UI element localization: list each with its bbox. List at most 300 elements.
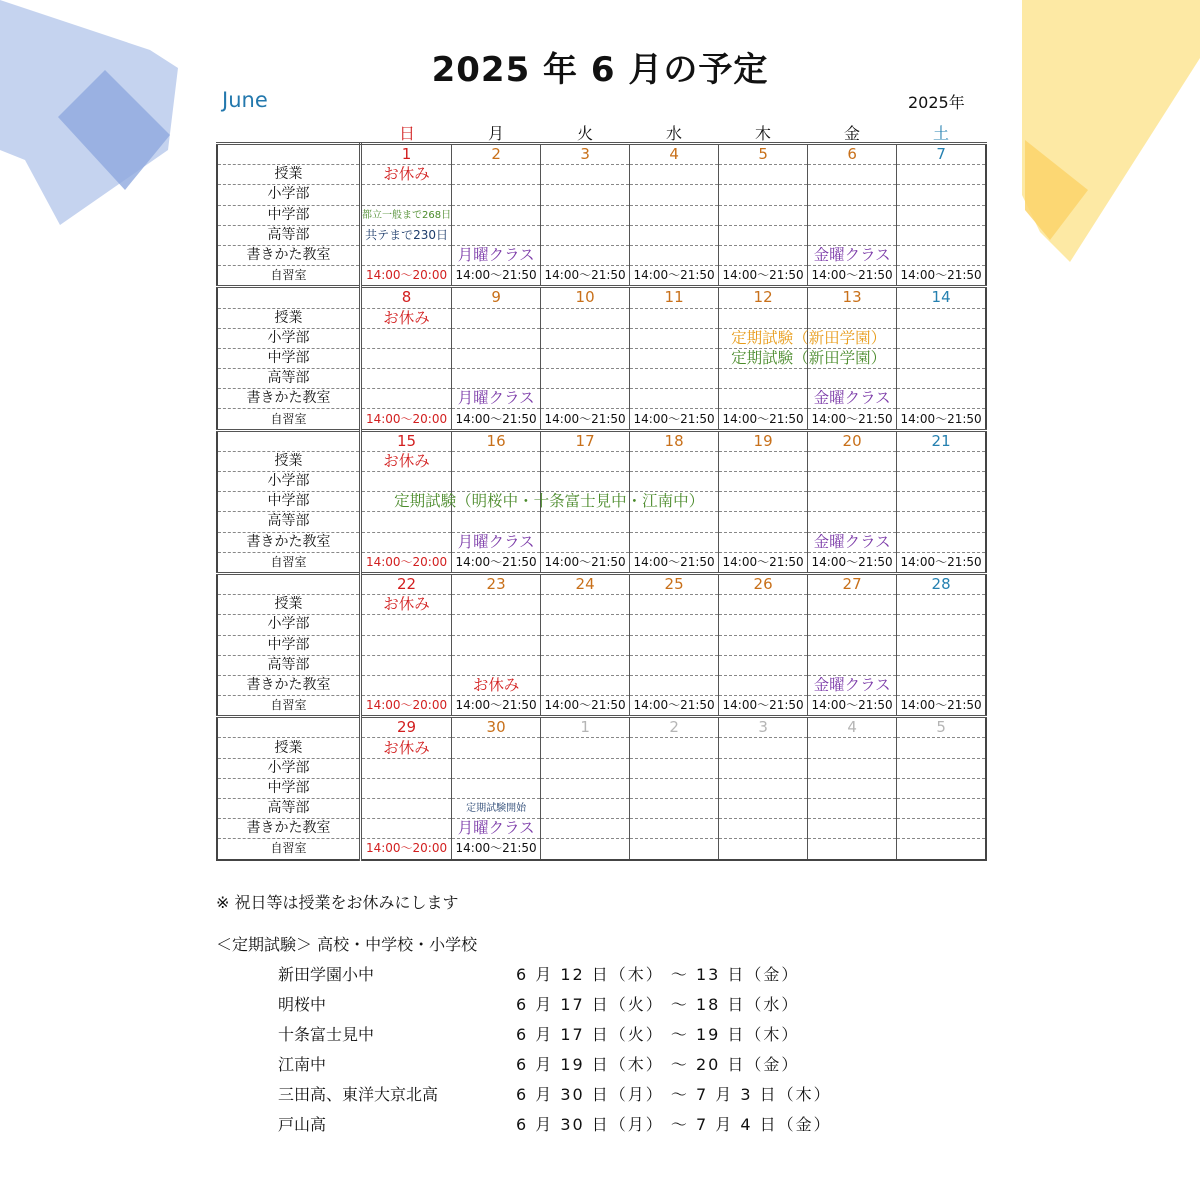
day-number: 19 — [719, 430, 808, 451]
row-label-writing: 書きかた教室 — [217, 245, 361, 265]
cell-study: 14:00～21:50 — [452, 552, 541, 573]
cell-lesson — [630, 595, 719, 615]
row-label-middle: 中学部 — [217, 205, 361, 225]
cell-writing — [897, 245, 987, 265]
row-label-lesson: 授業 — [217, 595, 361, 615]
cell-middle — [452, 635, 541, 655]
cell-high — [452, 225, 541, 245]
exam-dates: 6 月 30 日（月） ～ 7 月 4 日（金） — [516, 1115, 832, 1134]
exam-span-wrap — [719, 328, 887, 348]
cell-lesson — [630, 308, 719, 328]
cell-study: 14:00～21:50 — [808, 552, 897, 573]
row-middle — [217, 492, 986, 512]
cell-middle-span — [719, 348, 887, 368]
day-number: 2 — [630, 717, 719, 738]
cell-study: 14:00～21:50 — [808, 266, 897, 287]
row-label-blank — [217, 144, 361, 165]
row-lesson — [217, 738, 986, 758]
row-lesson — [217, 308, 986, 328]
cell-study — [630, 839, 719, 860]
day-number: 16 — [452, 430, 541, 451]
cell-middle — [541, 778, 630, 798]
cell-lesson — [897, 738, 987, 758]
day-number: 4 — [630, 144, 719, 165]
day-number: 29 — [361, 717, 452, 738]
cell-study: 14:00～21:50 — [452, 839, 541, 860]
row-label-middle: 中学部 — [217, 492, 361, 512]
cell-lesson — [897, 165, 987, 185]
cell-lesson — [808, 595, 897, 615]
cell-elementary — [630, 472, 719, 492]
cell-elementary — [630, 615, 719, 635]
row-label-blank — [217, 287, 361, 308]
cell-lesson — [630, 738, 719, 758]
day-number: 26 — [719, 573, 808, 594]
cell-middle — [897, 778, 987, 798]
row-label-lesson: 授業 — [217, 451, 361, 471]
cell-elementary — [808, 758, 897, 778]
cell-study: 14:00～21:50 — [630, 266, 719, 287]
day-number: 5 — [897, 717, 987, 738]
year-label: 2025年 — [908, 93, 965, 112]
cell-middle — [452, 205, 541, 225]
cell-writing: 月曜クラス — [452, 819, 541, 839]
cell-high — [630, 799, 719, 819]
cell-study: 14:00～21:50 — [541, 266, 630, 287]
cell-study: 14:00～21:50 — [719, 552, 808, 573]
row-middle — [217, 778, 986, 798]
cell-middle — [719, 205, 808, 225]
cell-writing — [719, 389, 808, 409]
cell-study: 14:00～21:50 — [541, 552, 630, 573]
cell-study: 14:00～21:50 — [897, 266, 987, 287]
cell-elementary — [630, 758, 719, 778]
cell-elementary — [897, 185, 987, 205]
day-number: 12 — [719, 287, 808, 308]
cell-writing: お休み — [452, 675, 541, 695]
row-high — [217, 225, 986, 245]
row-label-elementary: 小学部 — [217, 328, 361, 348]
cell-lesson — [719, 308, 808, 328]
cell-high — [361, 512, 452, 532]
cell-high — [630, 369, 719, 389]
cell-high — [719, 369, 808, 389]
exam-row — [278, 1112, 978, 1142]
cell-writing — [897, 389, 987, 409]
cell-writing: 金曜クラス — [808, 675, 897, 695]
cell-writing: 月曜クラス — [452, 389, 541, 409]
cell-high — [452, 512, 541, 532]
week-day-numbers — [217, 573, 986, 594]
row-writing — [217, 532, 986, 552]
row-label-lesson: 授業 — [217, 165, 361, 185]
cell-elementary — [897, 472, 987, 492]
week-day-numbers — [217, 287, 986, 308]
cell-study: 14:00～20:00 — [361, 696, 452, 717]
cell-lesson — [452, 451, 541, 471]
exam-span-wrap — [394, 492, 705, 511]
row-study — [217, 409, 986, 430]
row-study — [217, 696, 986, 717]
day-number: 1 — [541, 717, 630, 738]
day-number: 30 — [452, 717, 541, 738]
row-label-high: 高等部 — [217, 799, 361, 819]
yellow-shape-large — [1022, 0, 1200, 262]
cell-lesson — [541, 308, 630, 328]
cell-high — [361, 369, 452, 389]
row-middle — [217, 205, 986, 225]
cell-lesson — [630, 451, 719, 471]
week-day-numbers — [217, 430, 986, 451]
row-label-writing: 書きかた教室 — [217, 675, 361, 695]
cell-elementary — [452, 185, 541, 205]
row-label-middle: 中学部 — [217, 635, 361, 655]
row-elementary — [217, 328, 986, 348]
cell-high — [897, 369, 987, 389]
cell-middle — [808, 635, 897, 655]
row-middle — [217, 348, 986, 368]
cell-high — [630, 512, 719, 532]
row-label-study: 自習室 — [217, 266, 361, 287]
cell-middle — [719, 492, 808, 512]
cell-elementary — [719, 185, 808, 205]
cell-high — [630, 225, 719, 245]
cell-elementary — [361, 758, 452, 778]
day-number: 24 — [541, 573, 630, 594]
cell-study: 14:00～21:50 — [719, 266, 808, 287]
row-label-high: 高等部 — [217, 655, 361, 675]
day-number: 27 — [808, 573, 897, 594]
day-number: 3 — [541, 144, 630, 165]
cell-middle — [897, 492, 987, 512]
cell-lesson — [452, 595, 541, 615]
day-number: 18 — [630, 430, 719, 451]
day-number: 11 — [630, 287, 719, 308]
cell-middle — [361, 635, 452, 655]
day-number: 28 — [897, 573, 987, 594]
holiday-note: ※ 祝日等は授業をお休みにします — [216, 893, 459, 912]
row-writing — [217, 245, 986, 265]
day-number: 20 — [808, 430, 897, 451]
cell-elementary — [541, 615, 630, 635]
day-number: 3 — [719, 717, 808, 738]
day-number: 1 — [361, 144, 452, 165]
exam-dates: 6 月 19 日（木） ～ 20 日（金） — [516, 1055, 800, 1074]
cell-lesson — [719, 595, 808, 615]
cell-study: 14:00～21:50 — [452, 409, 541, 430]
exam-period-label: 定期試験（新田学園） — [731, 348, 887, 367]
row-label-elementary: 小学部 — [217, 615, 361, 635]
cell-writing — [630, 819, 719, 839]
cell-study — [897, 839, 987, 860]
cell-lesson — [719, 165, 808, 185]
cell-lesson — [719, 738, 808, 758]
cell-lesson — [808, 738, 897, 758]
row-elementary — [217, 472, 986, 492]
weekday-header — [218, 121, 984, 143]
exam-dates: 6 月 12 日（木） ～ 13 日（金） — [516, 965, 800, 984]
row-elementary — [217, 758, 986, 778]
exam-school: 十条富士見中 — [278, 1025, 375, 1044]
month-name: June — [222, 88, 268, 112]
row-writing — [217, 819, 986, 839]
week-day-numbers — [217, 717, 986, 738]
cell-high — [897, 225, 987, 245]
cell-lesson — [452, 738, 541, 758]
day-number: 23 — [452, 573, 541, 594]
cell-elementary — [541, 328, 630, 348]
day-number: 17 — [541, 430, 630, 451]
cell-lesson — [452, 308, 541, 328]
blue-shape-large — [0, 0, 178, 225]
day-number: 22 — [361, 573, 452, 594]
page-title: 2025 年 6 月の予定 — [431, 50, 769, 90]
cell-study: 14:00～20:00 — [361, 266, 452, 287]
cell-middle — [361, 348, 452, 368]
row-label-lesson: 授業 — [217, 308, 361, 328]
cell-lesson — [541, 595, 630, 615]
cell-writing — [361, 675, 452, 695]
cell-writing — [719, 245, 808, 265]
cell-middle — [719, 635, 808, 655]
row-label-high: 高等部 — [217, 369, 361, 389]
day-number: 7 — [897, 144, 987, 165]
cell-elementary — [719, 758, 808, 778]
row-study — [217, 839, 986, 860]
cell-study: 14:00～21:50 — [541, 696, 630, 717]
row-writing — [217, 675, 986, 695]
cell-study: 14:00～20:00 — [361, 552, 452, 573]
cell-writing — [897, 532, 987, 552]
cell-high — [630, 655, 719, 675]
cell-writing — [719, 532, 808, 552]
cell-writing — [897, 675, 987, 695]
cell-writing — [541, 675, 630, 695]
cell-study: 14:00～21:50 — [630, 409, 719, 430]
cell-lesson — [452, 165, 541, 185]
cell-middle — [452, 348, 541, 368]
row-label-study: 自習室 — [217, 552, 361, 573]
cell-high — [808, 655, 897, 675]
row-label-elementary: 小学部 — [217, 758, 361, 778]
cell-high — [897, 655, 987, 675]
exam-dates: 6 月 17 日（火） ～ 18 日（水） — [516, 995, 800, 1014]
row-label-blank — [217, 717, 361, 738]
row-lesson — [217, 595, 986, 615]
cell-lesson — [808, 451, 897, 471]
cell-high — [808, 225, 897, 245]
cell-lesson — [541, 451, 630, 471]
cell-study — [541, 839, 630, 860]
exam-school: 三田高、東洋大京北高 — [278, 1085, 439, 1104]
exam-row — [278, 1052, 978, 1082]
cell-middle — [541, 205, 630, 225]
cell-high — [719, 225, 808, 245]
cell-middle — [897, 348, 987, 368]
cell-study: 14:00～20:00 — [361, 839, 452, 860]
cell-elementary — [808, 615, 897, 635]
cell-high — [719, 655, 808, 675]
cell-high — [541, 655, 630, 675]
row-study — [217, 266, 986, 287]
cell-elementary — [808, 472, 897, 492]
cell-study: 14:00～21:50 — [897, 552, 987, 573]
cell-middle — [808, 778, 897, 798]
weekday-sun: 日 — [398, 124, 415, 143]
day-number: 4 — [808, 717, 897, 738]
cell-lesson — [897, 451, 987, 471]
cell-high — [541, 225, 630, 245]
row-high — [217, 799, 986, 819]
exam-span-wrap — [719, 348, 887, 368]
row-label-writing: 書きかた教室 — [217, 532, 361, 552]
cell-middle — [361, 778, 452, 798]
cell-study: 14:00～21:50 — [719, 696, 808, 717]
day-number: 2 — [452, 144, 541, 165]
row-label-middle: 中学部 — [217, 778, 361, 798]
day-number: 14 — [897, 287, 987, 308]
cell-elementary — [541, 185, 630, 205]
cell-elementary — [630, 185, 719, 205]
cell-writing — [808, 819, 897, 839]
cell-writing: 金曜クラス — [808, 532, 897, 552]
cell-high — [808, 799, 897, 819]
cell-writing — [719, 675, 808, 695]
day-number: 25 — [630, 573, 719, 594]
cell-study: 14:00～21:50 — [897, 409, 987, 430]
cell-study: 14:00～21:50 — [630, 552, 719, 573]
exam-row — [278, 1082, 978, 1112]
cell-writing: 月曜クラス — [452, 245, 541, 265]
cell-high — [541, 512, 630, 532]
row-label-study: 自習室 — [217, 696, 361, 717]
cell-elementary — [808, 185, 897, 205]
cell-high — [361, 655, 452, 675]
cell-middle — [630, 348, 719, 368]
yellow-shape-small — [1025, 140, 1088, 240]
cell-high — [897, 799, 987, 819]
row-lesson — [217, 451, 986, 471]
exam-school: 戸山高 — [278, 1115, 327, 1134]
cell-elementary — [897, 615, 987, 635]
day-number: 9 — [452, 287, 541, 308]
row-study — [217, 552, 986, 573]
weekday-tue: 火 — [576, 124, 593, 143]
weekday-thu: 木 — [754, 124, 771, 143]
cell-middle: 都立一般まで268日 — [361, 205, 452, 225]
cell-lesson: お休み — [361, 595, 452, 615]
cell-lesson — [808, 165, 897, 185]
row-high — [217, 655, 986, 675]
exam-list — [278, 962, 978, 1142]
row-label-lesson: 授業 — [217, 738, 361, 758]
exam-school: 明桜中 — [278, 995, 327, 1014]
cell-study: 14:00～20:00 — [361, 409, 452, 430]
cell-lesson — [897, 308, 987, 328]
row-label-high: 高等部 — [217, 512, 361, 532]
calendar-table — [216, 142, 987, 861]
cell-elementary — [630, 328, 719, 348]
cell-writing — [541, 245, 630, 265]
row-writing — [217, 389, 986, 409]
cell-high — [897, 512, 987, 532]
week-day-numbers — [217, 144, 986, 165]
row-label-blank — [217, 430, 361, 451]
cell-study: 14:00～21:50 — [808, 696, 897, 717]
row-lesson — [217, 165, 986, 185]
cell-lesson — [541, 165, 630, 185]
exam-school: 江南中 — [278, 1055, 327, 1074]
cell-high — [452, 655, 541, 675]
cell-writing — [361, 532, 452, 552]
cell-study: 14:00～21:50 — [452, 266, 541, 287]
cell-writing — [541, 389, 630, 409]
cell-writing — [361, 819, 452, 839]
cell-writing — [361, 389, 452, 409]
cell-high: 共テまで230日 — [361, 225, 452, 245]
row-label-middle: 中学部 — [217, 348, 361, 368]
day-number: 10 — [541, 287, 630, 308]
cell-high: 定期試験開始 — [452, 799, 541, 819]
cell-writing — [541, 532, 630, 552]
cell-study: 14:00～21:50 — [808, 409, 897, 430]
row-middle — [217, 635, 986, 655]
cell-writing — [719, 819, 808, 839]
cell-writing — [630, 245, 719, 265]
cell-lesson: お休み — [361, 165, 452, 185]
cell-lesson — [897, 595, 987, 615]
cell-elementary-span — [719, 328, 887, 348]
cell-elementary — [361, 615, 452, 635]
cell-lesson — [630, 165, 719, 185]
cell-writing — [541, 819, 630, 839]
cell-writing: 金曜クラス — [808, 389, 897, 409]
cell-lesson — [808, 308, 897, 328]
cell-writing — [361, 245, 452, 265]
day-number: 13 — [808, 287, 897, 308]
cell-middle — [541, 635, 630, 655]
row-label-elementary: 小学部 — [217, 185, 361, 205]
cell-writing: 月曜クラス — [452, 532, 541, 552]
cell-elementary — [361, 328, 452, 348]
row-label-elementary: 小学部 — [217, 472, 361, 492]
day-number: 6 — [808, 144, 897, 165]
cell-study: 14:00～21:50 — [452, 696, 541, 717]
cell-elementary — [541, 472, 630, 492]
cell-lesson: お休み — [361, 308, 452, 328]
cell-writing — [630, 389, 719, 409]
cell-high — [541, 799, 630, 819]
cell-middle — [630, 205, 719, 225]
cell-elementary — [361, 185, 452, 205]
cell-middle — [630, 635, 719, 655]
cell-writing — [897, 819, 987, 839]
cell-elementary — [541, 758, 630, 778]
cell-study: 14:00～21:50 — [719, 409, 808, 430]
weekday-sat: 土 — [932, 124, 949, 143]
cell-middle — [719, 778, 808, 798]
exam-dates: 6 月 17 日（火） ～ 19 日（木） — [516, 1025, 800, 1044]
cell-high — [541, 369, 630, 389]
exam-period-label: 定期試験（明桜中・十条富士見中・江南中） — [394, 492, 705, 511]
cell-elementary — [719, 472, 808, 492]
row-label-study: 自習室 — [217, 409, 361, 430]
row-label-writing: 書きかた教室 — [217, 819, 361, 839]
exam-period-label: 定期試験（新田学園） — [731, 328, 887, 347]
cell-elementary — [452, 615, 541, 635]
cell-study — [719, 839, 808, 860]
cell-elementary — [452, 472, 541, 492]
